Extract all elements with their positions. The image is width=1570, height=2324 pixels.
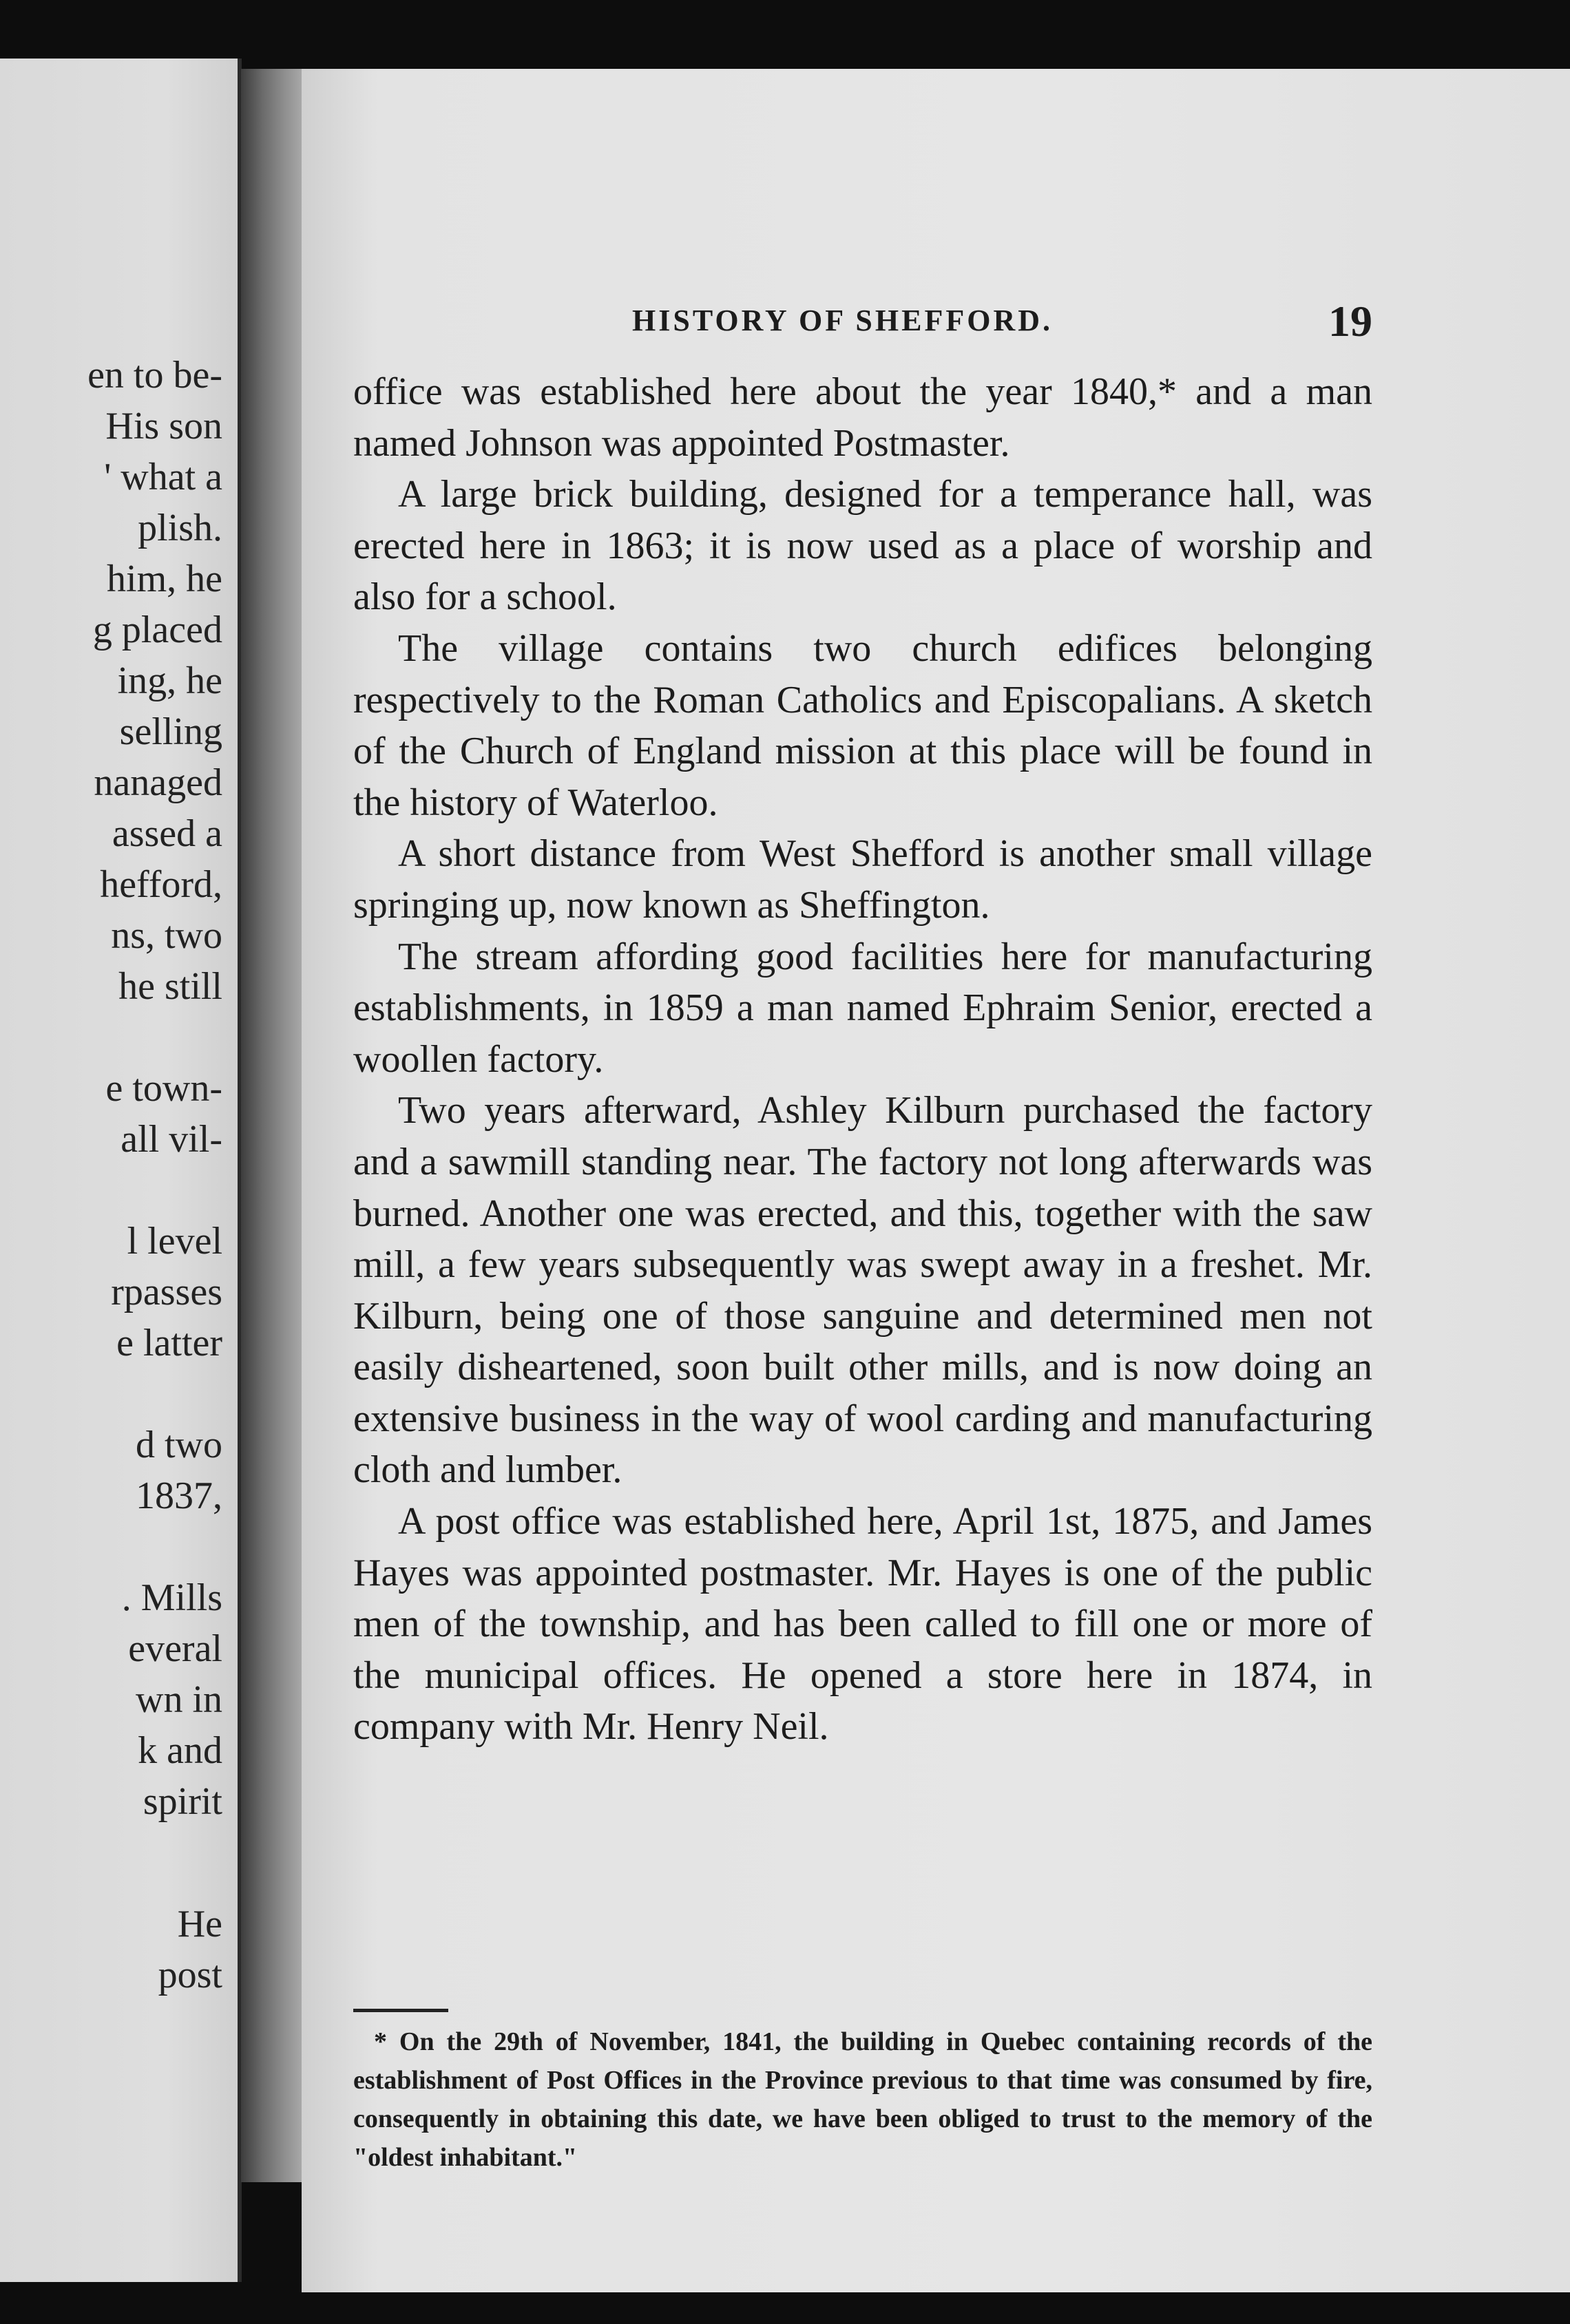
left-page-line: ns, two: [111, 914, 222, 957]
left-page-line: rpasses: [111, 1271, 222, 1313]
left-page-line: e latter: [116, 1322, 222, 1364]
left-page-line: he still: [118, 965, 222, 1008]
right-page: [302, 69, 1570, 2292]
left-page-line: wn in: [136, 1678, 222, 1721]
paragraph: A large brick building, designed for a temperance hall, was erected here in 1863; it is now used as a place of worship and also for a school.: [353, 473, 1372, 619]
book-gutter: [241, 69, 302, 2182]
paragraph: The stream affording good facilities here for manufacturing establishments, in 1859 a man named Ephraim Senior, erected a woollen factory.: [353, 935, 1372, 1081]
left-page-line: ing, he: [117, 659, 222, 702]
left-page: [0, 59, 242, 2282]
left-page-line: hefford,: [100, 863, 222, 906]
left-page-line: . Mills: [121, 1576, 222, 1619]
footnote-rule: [353, 2009, 448, 2012]
paragraph: The village contains two church edifices belonging respectively to the Roman Catholics and Episcopalians. A sketch of the Church of England mission at this place will be found in the history of Waterloo.: [353, 626, 1372, 824]
left-page-line: plish.: [138, 507, 222, 549]
left-page-line: assed a: [112, 812, 222, 855]
left-page-line: l level: [127, 1220, 222, 1263]
left-page-line: k and: [138, 1729, 222, 1772]
paragraph: A short distance from West Shefford is another small village springing up, now known as Sheffington.: [353, 832, 1372, 927]
running-title: HISTORY OF SHEFFORD.: [632, 304, 1054, 337]
left-page-line: him, he: [107, 558, 222, 600]
left-page-line: d two: [136, 1424, 222, 1466]
footnote: * On the 29th of November, 1841, the building in Quebec containing records of the establishment of Post Offices in the Province previous to that time was consumed by fire, consequently in obtaining this date, we have been obliged to trust to the memory of the "oldest inhabitant.": [353, 2027, 1372, 2172]
left-page-line: e town-: [105, 1067, 222, 1110]
body-text: [353, 366, 1372, 1753]
left-page-line: He: [177, 1903, 222, 1945]
left-page-line: post: [158, 1954, 222, 1996]
left-page-line: selling: [119, 710, 222, 753]
page-number: 19: [1328, 297, 1372, 346]
left-page-line: g placed: [92, 609, 222, 651]
left-page-line: His son: [105, 405, 222, 447]
left-page-line: nanaged: [94, 761, 222, 804]
paragraph: Two years afterward, Ashley Kilburn purchased the factory and a sawmill standing near. The factory not long afterwards was burned. Another one was erected, and this, together with the saw mill, a few years subsequently was swept away in a freshet. Mr. Kilburn, being one of those sanguine and determined men not easily disheartened, soon built other mills, and is now doing an extensive business in the way of wool carding and manufacturing cloth and lumber.: [353, 1089, 1372, 1492]
running-head: [353, 296, 1372, 344]
paragraph: office was established here about the year 1840,* and a man named Johnson was appointed Postmaster.: [353, 370, 1372, 465]
left-page-line: ' what a: [104, 456, 222, 498]
paragraph: A post office was established here, April 1st, 1875, and James Hayes was appointed postmaster. Mr. Hayes is one of the public men of the township, and has been called to fill one or more of the municipal offices. He opened a store here in 1874, in company with Mr. Henry Neil.: [353, 1500, 1372, 1749]
left-page-line: spirit: [143, 1780, 222, 1823]
left-page-line: all vil-: [121, 1118, 222, 1161]
left-page-line: en to be-: [87, 354, 222, 397]
left-page-line: everal: [128, 1627, 222, 1670]
left-page-line: 1837,: [136, 1475, 222, 1517]
